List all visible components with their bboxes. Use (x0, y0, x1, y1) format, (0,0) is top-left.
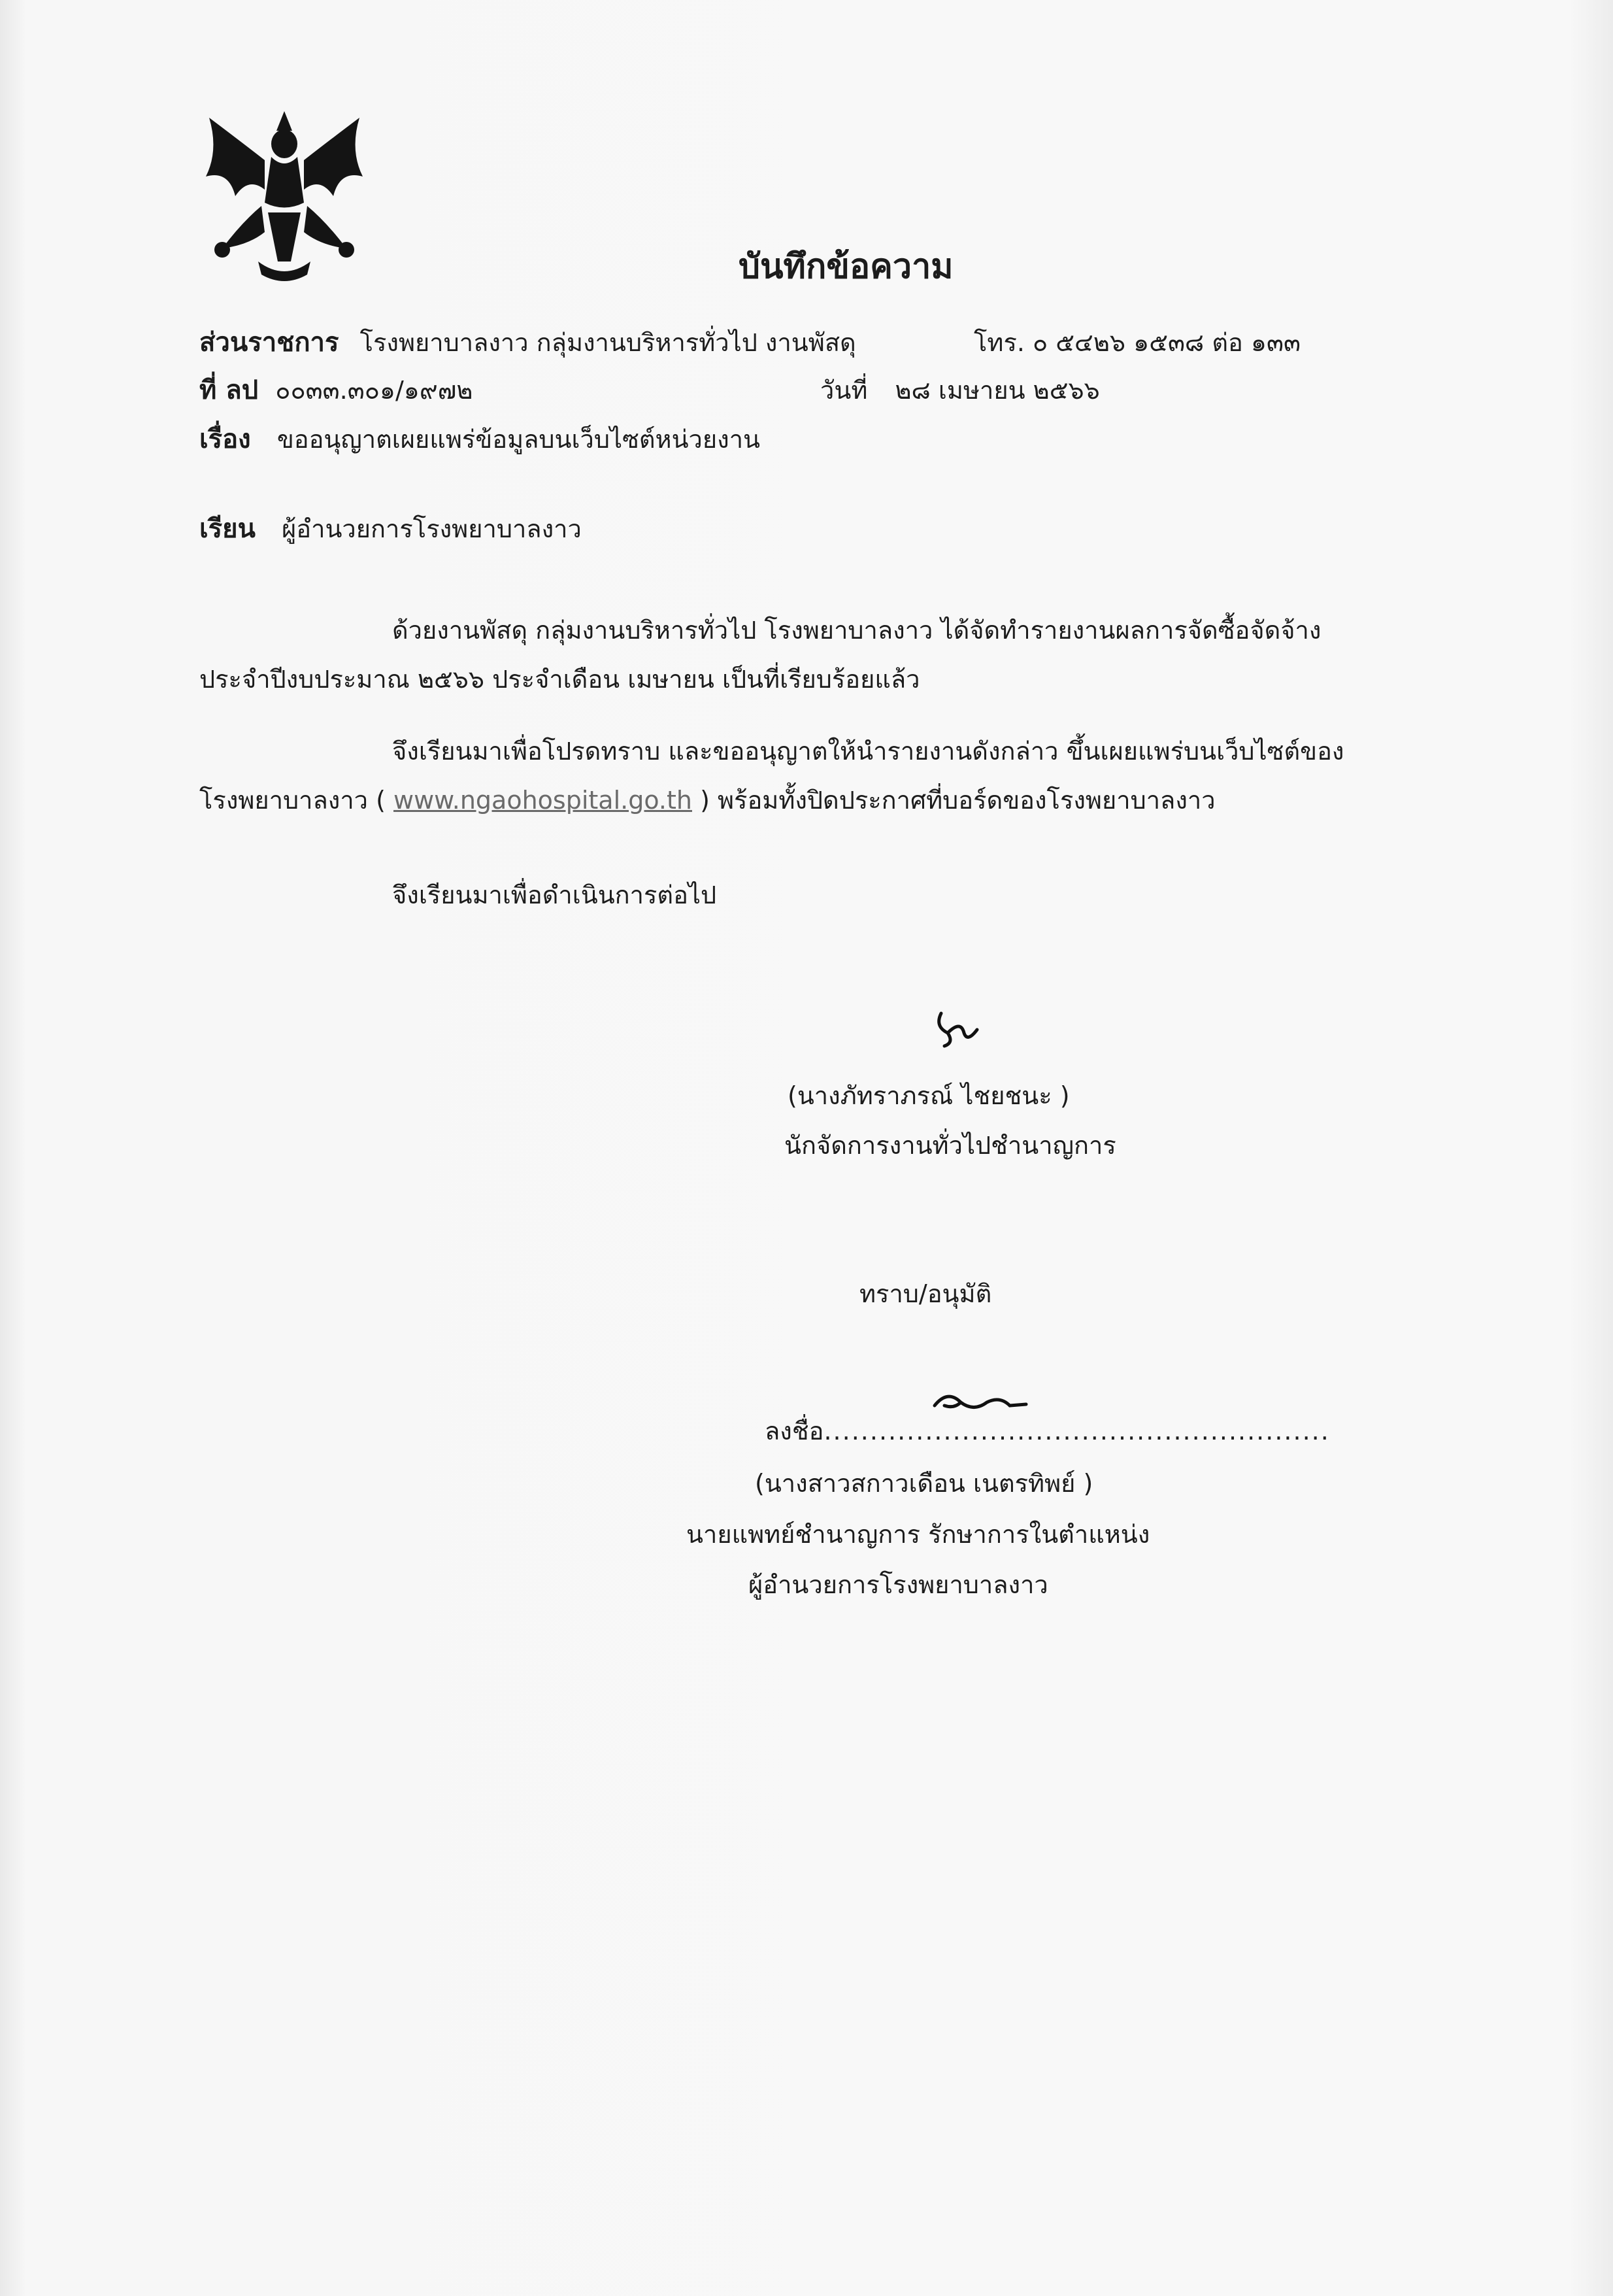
date-value: ๒๘ เมษายน ๒๕๖๖ (895, 376, 1100, 405)
sign-label: ลงชื่อ (765, 1417, 824, 1445)
reference-value: ๐๐๓๓.๓๐๑/๑๙๗๒ (275, 376, 473, 405)
reference-label: ที่ ลป (199, 375, 259, 405)
memo-title: บันทึกข้อความ (739, 247, 954, 286)
reference-row (199, 375, 473, 406)
paragraph-2-line-1: จึงเรียนมาเพื่อโปรดทราบ และขออนุญาตให้นำรายงานดังกล่าว ขึ้นเผยแพร่บนเว็บไซต์ของ (392, 737, 1344, 766)
phone-value: โทร. ๐ ๕๔๒๖ ๑๕๓๘ ต่อ ๑๓๓ (974, 328, 1301, 357)
paragraph-2-prefix: โรงพยาบาลงาว ( (199, 786, 386, 815)
approver-position-1: นายแพทย์ชำนาญการ รักษาการในตำแหน่ง (686, 1520, 1150, 1549)
subject-value: ขออนุญาตเผยแพร่ข้อมูลบนเว็บไซต์หน่วยงาน (276, 425, 761, 454)
approver-position-2: ผู้อำนวยการโรงพยาบาลงาว (748, 1570, 1048, 1599)
website-link[interactable]: www.ngaohospital.go.th (393, 786, 692, 815)
sign-dotted-line: ....................................................... (823, 1417, 1330, 1445)
paragraph-2-line-2 (199, 785, 1216, 816)
department-value: โรงพยาบาลงาว กลุ่มงานบริหารทั่วไป งานพัสดุ (359, 328, 856, 357)
paragraph-2-suffix: ) พร้อมทั้งปิดประกาศที่บอร์ดของโรงพยาบาลงาว (700, 786, 1216, 815)
garuda-emblem-icon (196, 98, 373, 288)
date-row (820, 375, 1100, 406)
addressee-label: เรียน (199, 514, 256, 544)
subject-label: เรื่อง (199, 424, 251, 454)
signature-1-icon (928, 1007, 987, 1053)
addressee-row (199, 513, 582, 545)
paragraph-3: จึงเรียนมาเพื่อดำเนินการต่อไป (392, 881, 717, 909)
paragraph-1-line-2: ประจำปีงบประมาณ ๒๕๖๖ ประจำเดือน เมษายน เป็นที่เรียบร้อยแล้ว (199, 665, 920, 694)
approval-text: ทราบ/อนุมัติ (859, 1279, 992, 1308)
date-label: วันที่ (820, 376, 868, 405)
sign-line (765, 1415, 1330, 1447)
signer-1-position: นักจัดการงานทั่วไปชำนาญการ (784, 1131, 1116, 1160)
signer-1-name: (นางภัทราภรณ์ ไชยชนะ ) (788, 1081, 1070, 1110)
addressee-value: ผู้อำนวยการโรงพยาบาลงาว (282, 515, 582, 543)
approver-name: (นางสาวสกาวเดือน เนตรทิพย์ ) (755, 1469, 1093, 1498)
subject-row (199, 424, 760, 455)
department-row (199, 327, 856, 358)
paragraph-1-line-1: ด้วยงานพัสดุ กลุ่มงานบริหารทั่วไป โรงพยาบาลงาว ได้จัดทำรายงานผลการจัดซื้อจัดจ้าง (392, 616, 1322, 645)
department-label: ส่วนราชการ (199, 328, 339, 358)
